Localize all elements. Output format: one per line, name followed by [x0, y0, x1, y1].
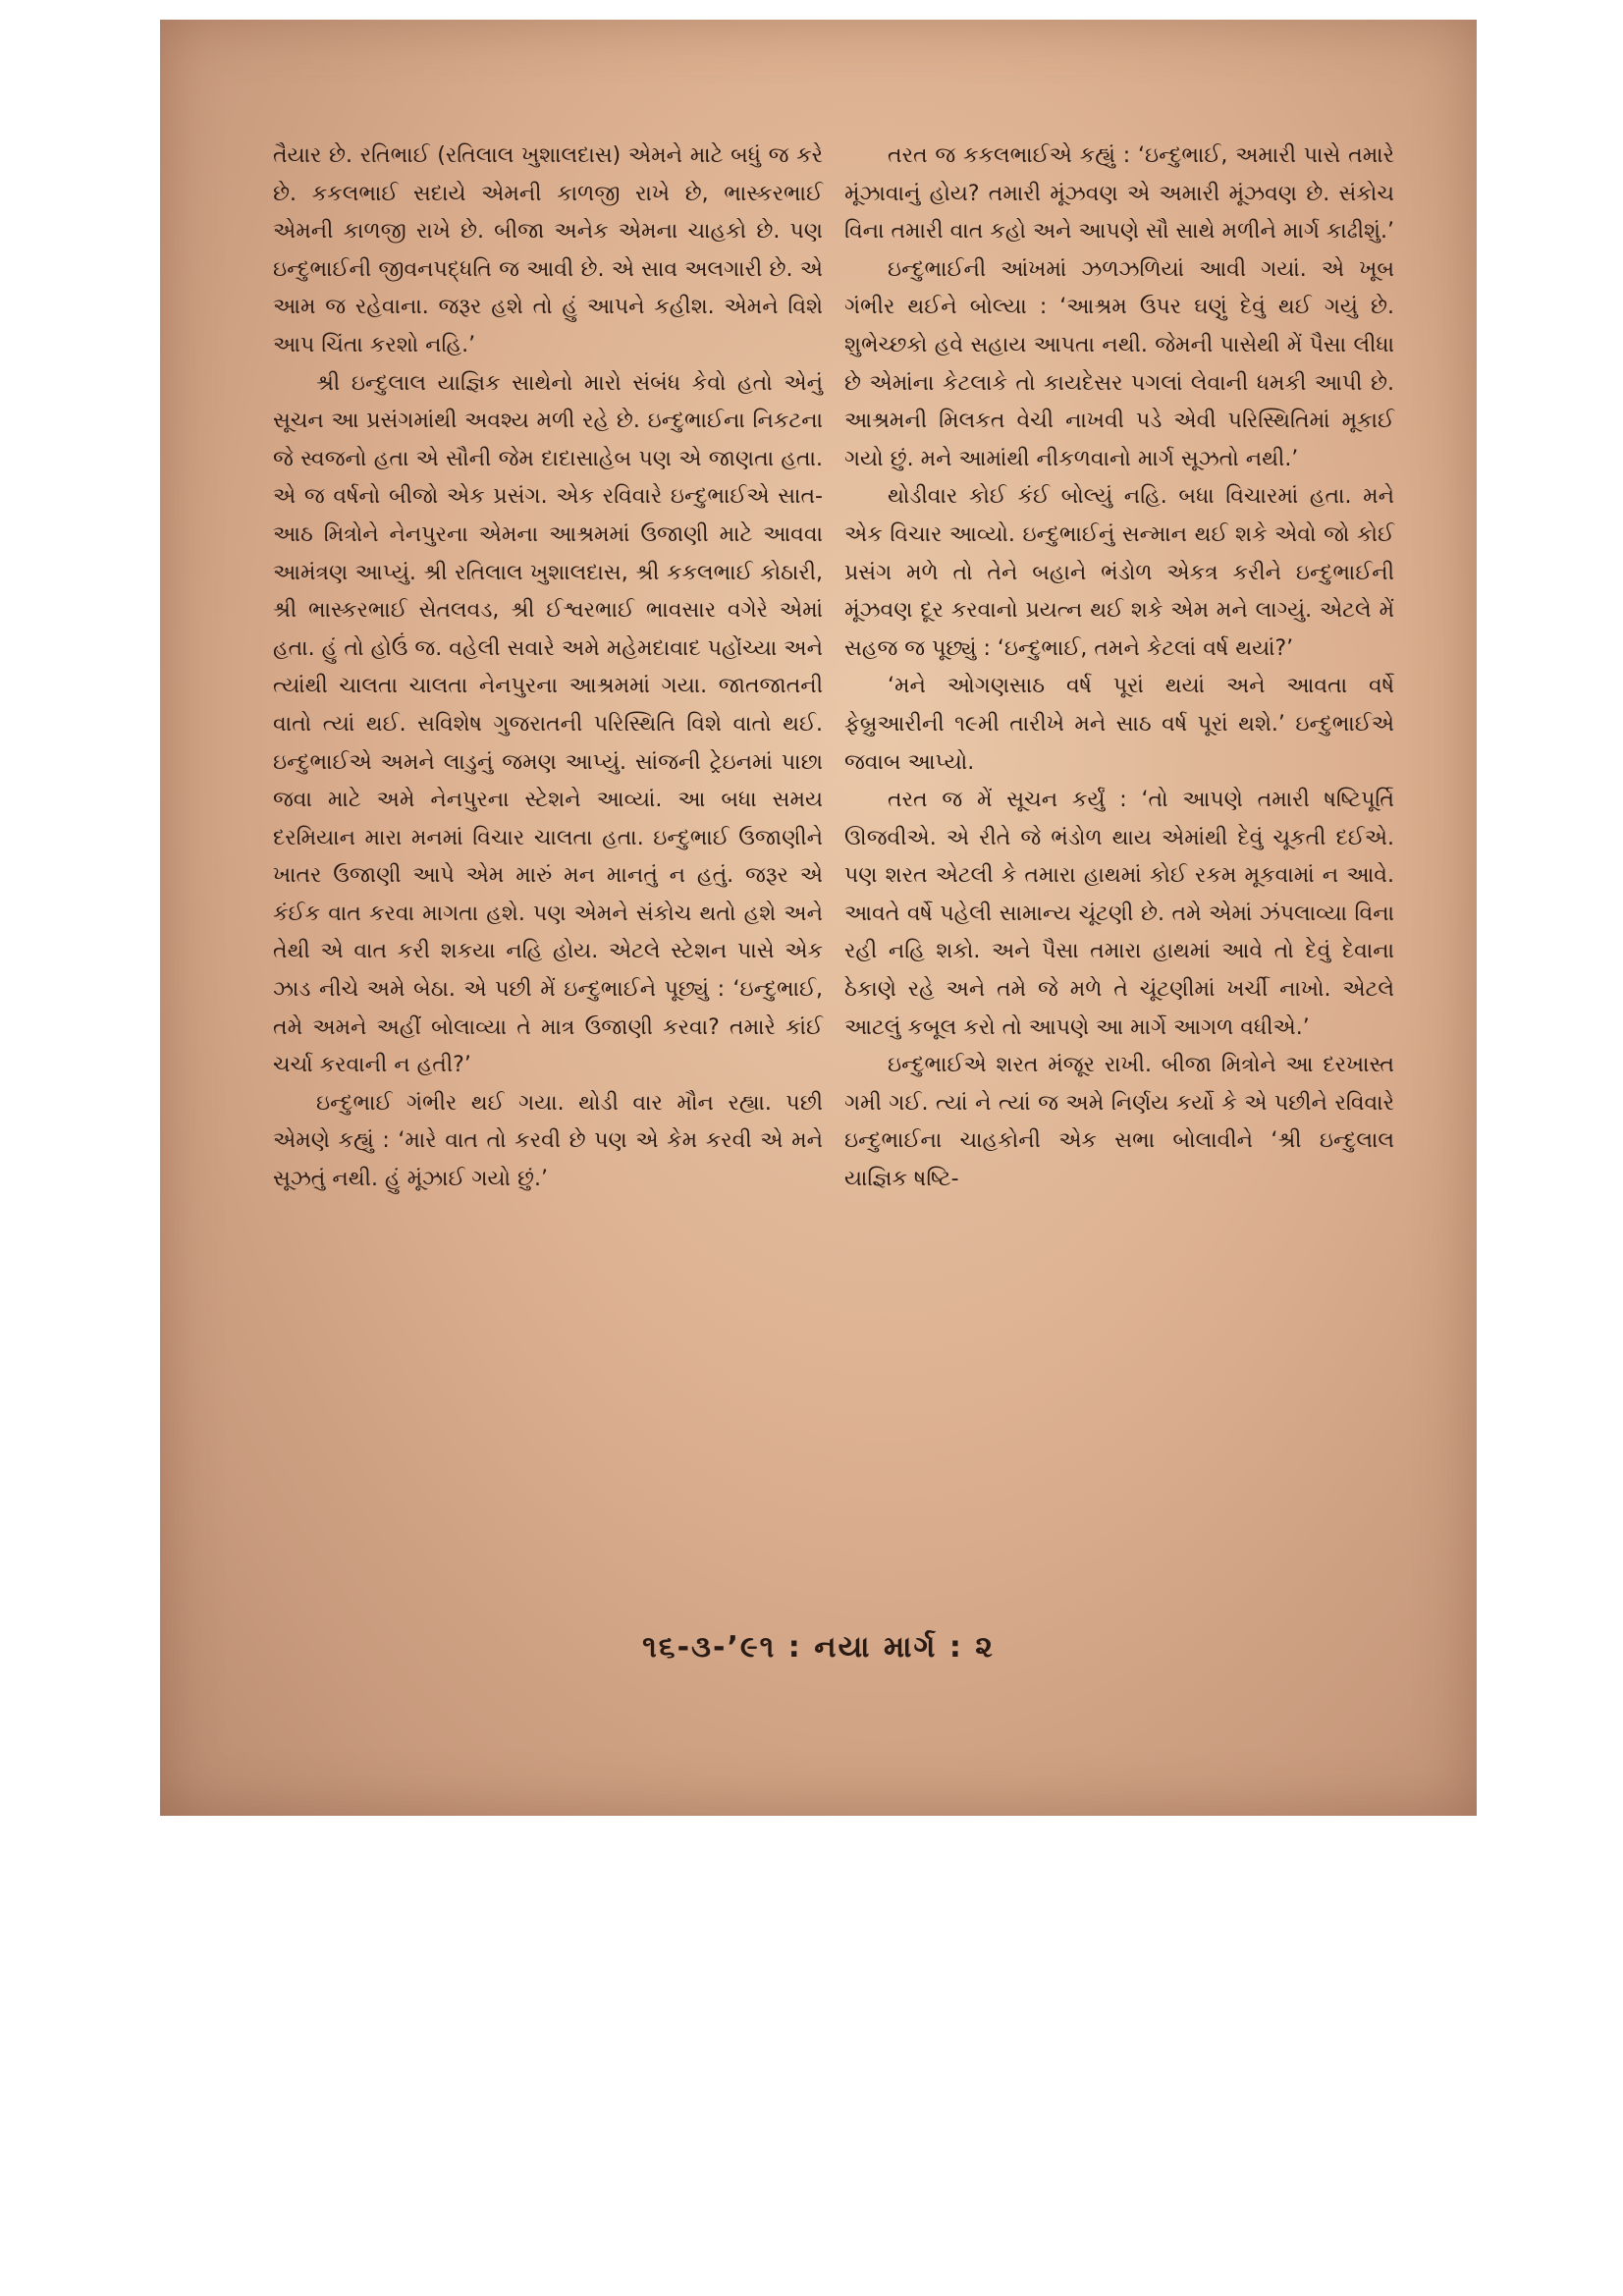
- paragraph: ‘મને ઓગણસાઠ વર્ષ પૂરાં થયાં અને આવતા વર્ષે ફેબ્રુઆરીની ૧૯મી તારીખે મને સાઠ વર્ષ પૂરાં થશે.’ ઇન્દુભાઈએ જવાબ આપ્યો.: [844, 674, 1394, 775]
- paragraph: તરત જ મેં સૂચન કર્યું : ‘તો આપણે તમારી ષષ્ટિપૂર્તિ ઊજવીએ. એ રીતે જે ભંડોળ થાય એમાંથી દેવું ચૂકતી દઈએ. પણ શરત એટલી કે તમારા હાથમાં કોઈ રકમ મૂકવામાં ન આવે. આવતે વર્ષે પહેલી સામાન્ય ચૂંટણી છે. તમે એમાં ઝંપલાવ્યા વિના રહી નહિ શકો. અને પૈસા તમારા હાથમાં આવે તો દેવું દેવાના ઠેકાણે રહે અને તમે જે મળે તે ચૂંટણીમાં ખર્ચી નાખો. એટલે આટલું કબૂલ કરો તો આપણે આ માર્ગે આગળ વધીએ.’: [844, 788, 1394, 1040]
- left-column: [273, 137, 823, 1199]
- paragraph: શ્રી ઇન્દુલાલ યાજ્ઞિક સાથેનો મારો સંબંધ કેવો હતો એનું સૂચન આ પ્રસંગમાંથી અવશ્ય મળી રહે છે. ઇન્દુભાઈના નિકટના જે સ્વજનો હતા એ સૌની જેમ દાદાસાહેબ પણ એ જાણતા હતા. એ જ વર્ષનો બીજો એક પ્રસંગ. એક રવિવારે ઇન્દુભાઈએ સાત-આઠ મિત્રોને નેનપુરના એમના આશ્રમમાં ઉજાણી માટે આવવા આમંત્રણ આપ્યું. શ્રી રતિલાલ ખુશાલદાસ, શ્રી કકલભાઈ કોઠારી, શ્રી ભાસ્કરભાઈ સેતલવડ, શ્રી ઈશ્વરભાઈ ભાવસાર વગેરે એમાં હતા. હું તો હોઉં જ. વહેલી સવારે અમે મહેમદાવાદ પહોંચ્યા અને ત્યાંથી ચાલતા ચાલતા નેનપુરના આશ્રમમાં ગયા. જાતજાતની વાતો ત્યાં થઈ. સવિશેષ ગુજરાતની પરિસ્થિતિ વિશે વાતો થઈ. ઇન્દુભાઈએ અમને લાડુનું જમણ આપ્યું. સાંજની ટ્રેઇનમાં પાછા જવા માટે અમે નેનપુરના સ્ટેશને આવ્યાં. આ બધા સમય દરમિયાન મારા મનમાં વિચાર ચાલતા હતા. ઇન્દુભાઈ ઉજાણીને ખાતર ઉજાણી આપે એમ મારું મન માનતું ન હતું. જરૂર એ કંઈક વાત કરવા માગતા હશે. પણ એમને સંકોચ થતો હશે અને તેથી એ વાત કરી શકયા નહિ હોય. એટલે સ્ટેશન પાસે એક ઝાડ નીચે અમે બેઠા. એ પછી મેં ઇન્દુભાઈને પૂછ્યું : ‘ઇન્દુભાઈ, તમે અમને અહીં બોલાવ્યા તે માત્ર ઉજાણી કરવા? તમારે કાંઈ ચર્ચા કરવાની ન હતી?’: [273, 370, 823, 1078]
- page-footer: ૧૬-૩-’૯૧ : નયા માર્ગ : ૨: [642, 1630, 995, 1665]
- paragraph: ઇન્દુભાઈ ગંભીર થઈ ગયા. થોડી વાર મૌન રહ્યા. પછી એમણે કહ્યું : ‘મારે વાત તો કરવી છે પણ એ કેમ કરવી એ મને સૂઝતું નથી. હું મૂંઝાઈ ગયો છું.’: [273, 1090, 823, 1192]
- paragraph: ઇન્દુભાઈની આંખમાં ઝળઝળિયાં આવી ગયાં. એ ખૂબ ગંભીર થઈને બોલ્યા : ‘આશ્રમ ઉપર ઘણું દેવું થઈ ગયું છે. શુભેચ્છકો હવે સહાય આપતા નથી. જેમની પાસેથી મેં પૈસા લીધા છે એમાંના કેટલાકે તો કાયદેસર પગલાં લેવાની ધમકી આપી છે. આશ્રમની મિલકત વેચી નાખવી પડે એવી પરિસ્થિતિમાં મૂકાઈ ગયો છું. મને આમાંથી નીકળવાનો માર્ગ સૂઝતો નથી.’: [844, 256, 1394, 471]
- paragraph: ઇન્દુભાઈએ શરત મંજૂર રાખી. બીજા મિત્રોને આ દરખાસ્ત ગમી ગઈ. ત્યાં ને ત્યાં જ અમે નિર્ણય કર્યો કે એ પછીને રવિવારે ઇન્દુભાઈના ચાહકોની એક સભા બોલાવીને ‘શ્રી ઇન્દુલાલ યાજ્ઞિક ષષ્ટિ-: [844, 1053, 1394, 1192]
- paragraph: થોડીવાર કોઈ કંઈ બોલ્યું નહિ. બધા વિચારમાં હતા. મને એક વિચાર આવ્યો. ઇન્દુભાઈનું સન્માન થઈ શકે એવો જો કોઈ પ્રસંગ મળે તો તેને બહાને ભંડોળ એકત્ર કરીને ઇન્દુભાઈની મૂંઝવણ દૂર કરવાનો પ્રયત્ન થઈ શકે એમ મને લાગ્યું. એટલે મેં સહજ જ પૂછ્યું : ‘ઇન્દુભાઈ, તમને કેટલાં વર્ષ થયાં?’: [844, 484, 1394, 661]
- scanned-page: [160, 20, 1477, 1816]
- right-column: [844, 137, 1394, 1199]
- paragraph: તૈયાર છે. રતિભાઈ (રતિલાલ ખુશાલદાસ) એમને માટે બધું જ કરે છે. કકલભાઈ સદાયે એમની કાળજી રાખે છે, ભાસ્કરભાઈ એમની કાળજી રાખે છે. બીજા અનેક એમના ચાહકો છે. પણ ઇન્દુભાઈની જીવનપદ્ધતિ જ આવી છે. એ સાવ અલગારી છે. એ આમ જ રહેવાના. જરૂર હશે તો હું આપને કહીશ. એમને વિશે આપ ચિંતા કરશો નહિ.’: [273, 143, 823, 357]
- paragraph: તરત જ કકલભાઈએ કહ્યું : ‘ઇન્દુભાઈ, અમારી પાસે તમારે મૂંઝાવાનું હોય? તમારી મૂંઝવણ એ અમારી મૂંઝવણ છે. સંકોચ વિના તમારી વાત કહો અને આપણે સૌ સાથે મળીને માર્ગ કાઢીશું.’: [844, 143, 1394, 245]
